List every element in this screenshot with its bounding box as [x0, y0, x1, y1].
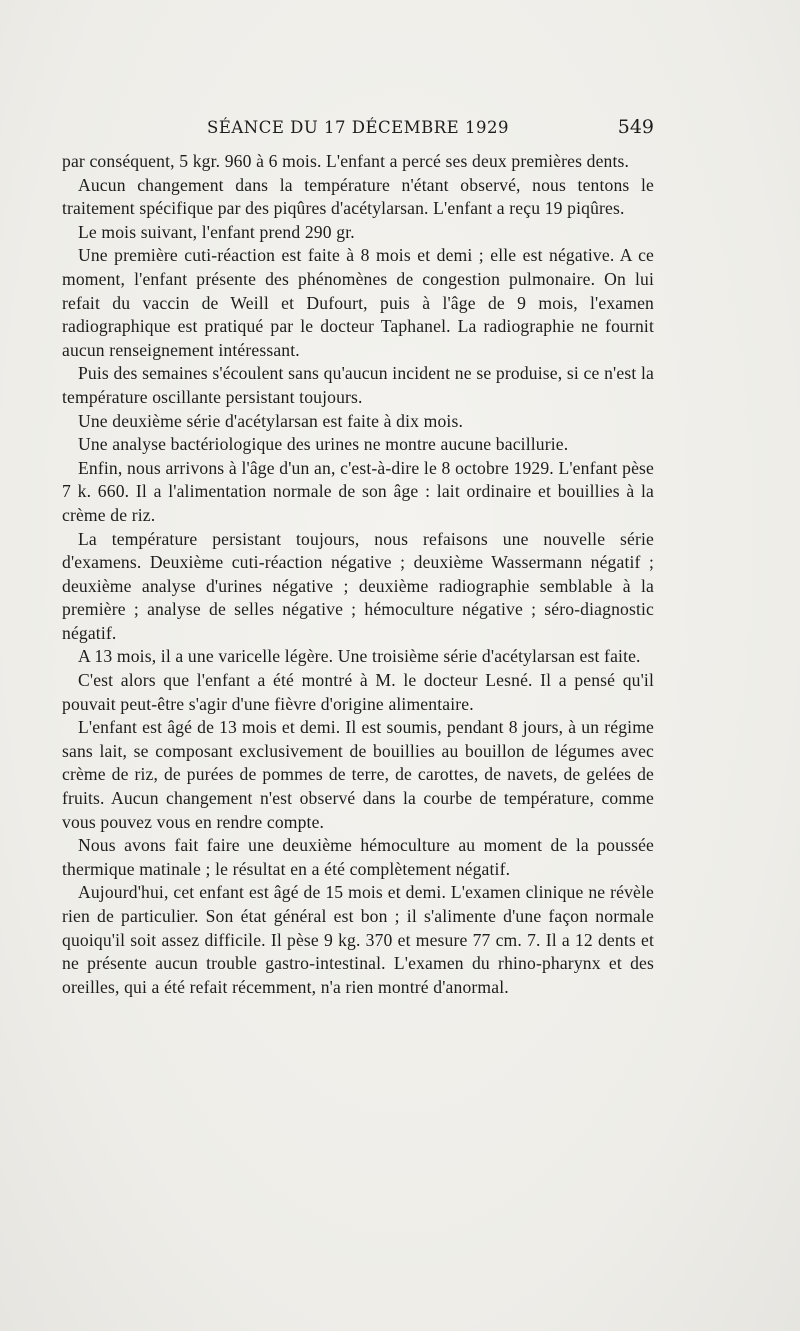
paragraph: Nous avons fait faire une deuxième hémoculture au moment de la poussée thermique matinale ; le résultat en a été complètement négatif. — [62, 835, 654, 879]
paragraph: La température persistant toujours, nous refaisons une nouvelle série d'examens. Deuxième cuti-réaction négative ; deuxième Wassermann négatif ; deuxième analyse d'urines négative ; deuxième radiographie semblable à la première ; analyse de selles négative ; hémoculture négative ; séro-diagnostic négatif. — [62, 528, 654, 643]
paragraph: par conséquent, 5 kgr. 960 à 6 mois. L'enfant a percé ses deux premières dents. — [62, 151, 630, 171]
paragraph: Aujourd'hui, cet enfant est âgé de 15 mois et demi. L'examen clinique ne révèle rien de particulier. Son état général est bon ; il s'alimente d'une façon normale quoiqu'il soit assez difficile. Il pèse 9 kg. 370 et mesure 77 cm. 7. Il a 12 dents et ne présente aucun trouble gastro-intestinal. L'examen du rhino-pharynx et des oreilles, qui a été refait récemment, n'a rien montré d'anormal. — [62, 882, 654, 997]
paragraph: Enfin, nous arrivons à l'âge d'un an, c'est-à-dire le 8 octobre 1929. L'enfant pèse 7 k. 660. Il a l'alimentation normale de son âge : lait ordinaire et bouillies à la crème de riz. — [62, 457, 654, 525]
body-text — [62, 150, 654, 999]
paragraph: Une analyse bactériologique des urines ne montre aucune bacillurie. — [78, 434, 569, 455]
paragraph: Une deuxième série d'acétylarsan est faite à dix mois. — [78, 410, 463, 431]
paragraph: Le mois suivant, l'enfant prend 290 gr. — [78, 221, 355, 242]
running-title: SÉANCE DU 17 DÉCEMBRE 1929 — [207, 118, 509, 137]
paragraph: A 13 mois, il a une varicelle légère. Une troisième série d'acétylarsan est faite. — [78, 646, 641, 667]
page-number: 549 — [617, 116, 654, 138]
paragraph: Puis des semaines s'écoulent sans qu'aucun incident ne se produise, si ce n'est la température oscillante persistant toujours. — [62, 363, 654, 407]
paragraph: C'est alors que l'enfant a été montré à M. le docteur Lesné. Il a pensé qu'il pouvait peut-être s'agir d'une fièvre d'origine alimentaire. — [62, 670, 654, 714]
paragraph: L'enfant est âgé de 13 mois et demi. Il est soumis, pendant 8 jours, à un régime sans lait, se composant exclusivement de bouillies au bouillon de légumes avec crème de riz, de purées de pommes de terre, de carottes, de navets, de gelées de fruits. Aucun changement n'est observé dans la courbe de température, comme vous pouvez vous en rendre compte. — [62, 717, 654, 832]
page-header — [62, 114, 654, 144]
paragraph: Aucun changement dans la température n'étant observé, nous tentons le traitement spécifique par des piqûres d'acétylarsan. L'enfant a reçu 19 piqûres. — [62, 174, 654, 219]
paragraph: Une première cuti-réaction est faite à 8 mois et demi ; elle est négative. A ce moment, l'enfant présente des phénomènes de congestion pulmonaire. On lui refait du vaccin de Weill et Dufourt, puis à l'âge de 9 mois, l'examen radiographique est pratiqué par le docteur Taphanel. La radiographie ne fournit aucun renseignement intéressant. — [62, 245, 654, 360]
